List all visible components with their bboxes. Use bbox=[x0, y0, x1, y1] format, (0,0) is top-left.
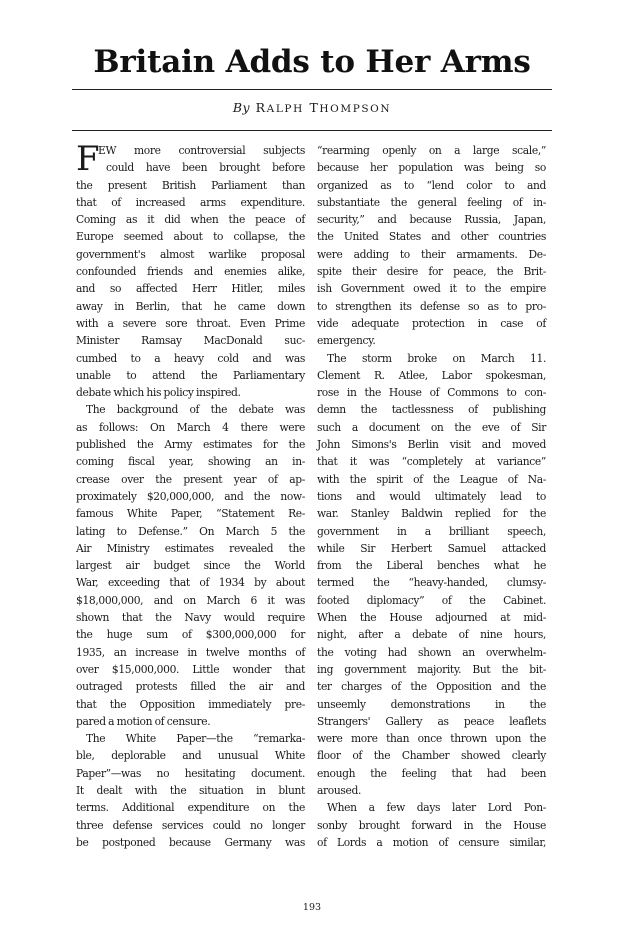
text-line: Coming as it did when the peace of bbox=[76, 213, 305, 227]
article-title: Britain Adds to Her Arms bbox=[93, 44, 531, 80]
text-line: such a document on the eve of Sir bbox=[317, 420, 546, 434]
byline bbox=[0, 100, 624, 115]
text-line: ing government majority. But the bit- bbox=[317, 662, 546, 676]
text-line: famous White Paper, “Statement Re- bbox=[76, 507, 305, 521]
text-line: demn the tactlessness of publishing bbox=[317, 403, 546, 417]
text-line: cumbed to a heavy cold and was bbox=[76, 351, 305, 365]
text-line: Paper”—was no hesitating document. bbox=[76, 766, 305, 780]
text-line: floor of the Chamber showed clearly bbox=[317, 749, 546, 763]
text-line: John Simons's Berlin visit and moved bbox=[317, 438, 546, 452]
text-line: emergency. bbox=[317, 334, 376, 348]
text-line: shown that the Navy would require bbox=[76, 611, 305, 625]
text-line: three defense services could no longer bbox=[76, 818, 305, 832]
text-line: When a few days later Lord Pon- bbox=[327, 801, 546, 815]
text-line: of Lords a motion of censure similar, bbox=[317, 835, 546, 849]
text-line: ble, deplorable and unusual White bbox=[76, 749, 305, 763]
text-line: the United States and other countries bbox=[317, 230, 546, 244]
text-line: could have been brought before bbox=[106, 161, 305, 175]
text-line: outraged protests filled the air and bbox=[76, 680, 305, 694]
text-line: termed the “heavy-handed, clumsy- bbox=[317, 576, 546, 590]
text-line: crease over the present year of ap- bbox=[76, 472, 305, 486]
text-line: Strangers' Gallery as peace leaflets bbox=[317, 714, 546, 728]
text-line: published the Army estimates for the bbox=[76, 438, 305, 452]
text-line: When the House adjourned at mid- bbox=[317, 611, 546, 625]
text-line: as follows: On March 4 there were bbox=[76, 420, 305, 434]
text-line: 1935, an increase in twelve months of bbox=[76, 645, 305, 659]
text-line: lating to Defense.” On March 5 the bbox=[76, 524, 305, 538]
text-line: the present British Parliament than bbox=[76, 178, 305, 192]
text-line: spite their desire for peace, the Brit- bbox=[317, 265, 546, 279]
text-line: rose in the House of Commons to con- bbox=[317, 386, 546, 400]
text-line: were adding to their armaments. De- bbox=[317, 247, 546, 261]
text-line: vide adequate protection in case of bbox=[317, 316, 546, 330]
text-line: largest air budget since the World bbox=[76, 559, 305, 573]
text-line: to strengthen its defense so as to pro- bbox=[317, 299, 546, 313]
text-line: “rearming openly on a large scale,” bbox=[317, 144, 546, 157]
text-line: coming fiscal year, showing an in- bbox=[76, 455, 305, 469]
page-number: 193 bbox=[302, 902, 322, 913]
text-line: with a severe sore throat. Even Prime bbox=[76, 316, 305, 330]
text-line: with the spirit of the League of Na- bbox=[317, 472, 546, 486]
drop-cap: F bbox=[76, 139, 100, 179]
text-line: The White Paper—the “remarka- bbox=[86, 732, 305, 746]
author-last: THOMPSON bbox=[309, 100, 392, 115]
text-line: The storm broke on March 11. bbox=[327, 351, 546, 365]
text-line: enough the feeling that had been bbox=[317, 766, 546, 780]
text-line: that the Opposition immediately pre- bbox=[76, 697, 305, 711]
text-line: and so affected Herr Hitler, miles bbox=[76, 282, 305, 296]
text-line: be postponed because Germany was bbox=[76, 835, 305, 849]
text-line: unable to attend the Parliamentary bbox=[76, 368, 305, 382]
text-line: EW more controversial subjects bbox=[98, 144, 305, 157]
text-line: over $15,000,000. Little wonder that bbox=[76, 662, 305, 676]
text-line: The background of the debate was bbox=[86, 403, 305, 417]
text-line: pared a motion of censure. bbox=[76, 714, 211, 728]
text-column-left bbox=[76, 139, 305, 851]
text-line: footed diplomacy” of the Cabinet. bbox=[317, 593, 546, 607]
text-line: away in Berlin, that he came down bbox=[76, 299, 305, 313]
text-line: tions and would ultimately lead to bbox=[317, 489, 546, 503]
text-line: proximately $20,000,000, and the now- bbox=[76, 489, 305, 503]
text-line: debate which his policy inspired. bbox=[76, 386, 241, 400]
text-line: terms. Additional expenditure on the bbox=[76, 801, 305, 815]
text-line: from the Liberal benches what he bbox=[317, 559, 546, 573]
text-line: government in a brilliant speech, bbox=[317, 524, 546, 538]
author-name bbox=[256, 100, 392, 115]
text-line: Clement R. Atlee, Labor spokesman, bbox=[317, 368, 546, 382]
byline-rule-bottom bbox=[72, 130, 552, 131]
byline-prefix: By bbox=[232, 100, 251, 115]
text-column-right bbox=[317, 142, 546, 851]
text-line: ish Government owed it to the empire bbox=[317, 282, 546, 296]
text-line: sonby brought forward in the House bbox=[317, 818, 546, 832]
author-first: RALPH bbox=[255, 100, 304, 115]
text-line: were more than once thrown upon the bbox=[317, 732, 546, 746]
text-line: Air Ministry estimates revealed the bbox=[76, 541, 305, 555]
text-line: War, exceeding that of 1934 by about bbox=[76, 576, 305, 590]
text-line: Europe seemed about to collapse, the bbox=[76, 230, 305, 244]
text-line: ter charges of the Opposition and the bbox=[317, 680, 546, 694]
text-line: substantiate the general feeling of in- bbox=[317, 195, 546, 209]
text-line: It dealt with the situation in blunt bbox=[76, 783, 305, 797]
text-line: aroused. bbox=[317, 783, 362, 797]
text-line: Minister Ramsay MacDonald suc- bbox=[76, 334, 305, 348]
text-line: while Sir Herbert Samuel attacked bbox=[317, 541, 546, 555]
text-line: that it was “completely at variance” bbox=[317, 455, 546, 469]
text-line: unseemly demonstrations in the bbox=[317, 697, 546, 711]
text-line: $18,000,000, and on March 6 it was bbox=[76, 593, 305, 607]
text-line: war. Stanley Baldwin replied for the bbox=[317, 507, 546, 521]
text-line: organized as to “lend color to and bbox=[317, 178, 546, 192]
text-line: confounded friends and enemies alike, bbox=[76, 265, 305, 279]
title-rule-top bbox=[72, 89, 552, 90]
text-line: security,” and because Russia, Japan, bbox=[317, 213, 546, 227]
text-line: that of increased arms expenditure. bbox=[76, 195, 305, 209]
text-line: night, after a debate of nine hours, bbox=[317, 628, 546, 642]
text-line: the huge sum of $300,000,000 for bbox=[76, 628, 305, 642]
text-line: because her population was being so bbox=[317, 161, 546, 175]
text-line: the voting had shown an overwhelm- bbox=[317, 645, 546, 659]
text-line: government's almost warlike proposal bbox=[76, 247, 305, 261]
